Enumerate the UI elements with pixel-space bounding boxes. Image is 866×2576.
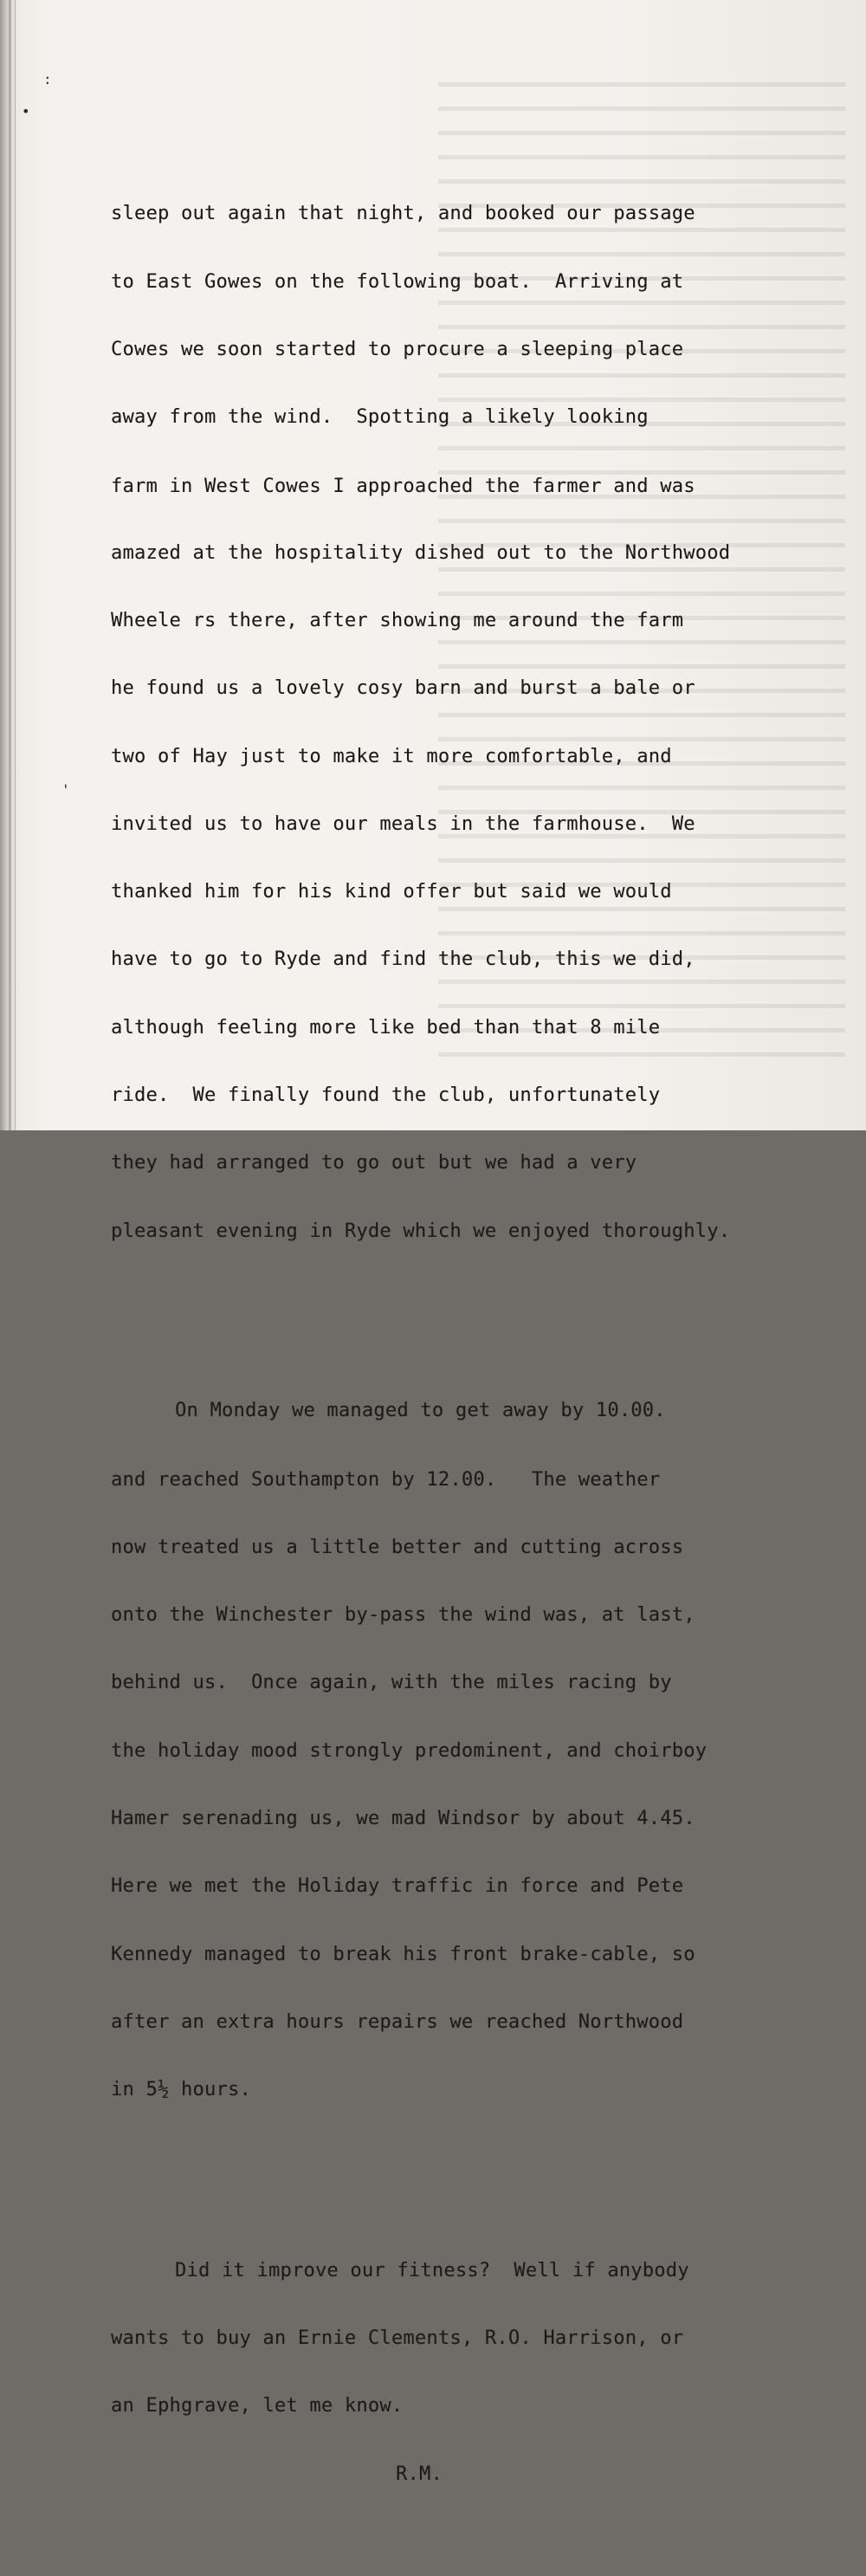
- page-stack-edge: [9, 0, 11, 1130]
- text-line: ride. We finally found the club, unfortunately: [111, 1084, 661, 1107]
- text-line: farm in West Cowes I approached the farmer and was: [111, 475, 695, 497]
- text-line: have to go to Ryde and find the club, this we did,: [111, 948, 695, 971]
- text-line: Hamer serenading us, we mad Windsor by about 4.45.: [111, 1808, 695, 1830]
- text-line: away from the wind. Spotting a likely looking: [111, 406, 649, 429]
- margin-colon-mark: :: [43, 71, 52, 87]
- text-line: sleep out again that night, and booked our passage: [111, 203, 695, 225]
- text-line: Wheele rs there, after showing me around the farm: [111, 610, 684, 632]
- text-line: Did it improve our fitness? Well if anybody: [175, 2259, 689, 2282]
- text-line: now treated us a little better and cutting across: [111, 1536, 684, 1558]
- text-line: thanked him for his kind offer but said we would: [111, 881, 672, 903]
- margin-tick-mark: ': [61, 781, 70, 798]
- text-line: in 5½ hours.: [111, 2079, 251, 2101]
- text-line: two of Hay just to make it more comfortable, and: [111, 745, 672, 767]
- text-line: invited us to have our meals in the farmhouse. We: [111, 812, 695, 835]
- margin-dot-mark: •: [22, 103, 30, 120]
- text-line: pleasant evening in Ryde which we enjoyed thoroughly.: [111, 1220, 731, 1242]
- text-line: amazed at the hospitality dished out to the Northwood: [111, 541, 731, 564]
- text-line: after an extra hours repairs we reached Northwood: [111, 2010, 684, 2033]
- text-line: On Monday we managed to get away by 10.00.: [175, 1400, 666, 1422]
- text-line: Here we met the Holiday traffic in force and Pete: [111, 1875, 684, 1898]
- typed-letter-body: [111, 113, 856, 2576]
- text-line: behind us. Once again, with the miles racing by: [111, 1672, 672, 1694]
- binding-edge: [0, 0, 16, 1130]
- text-line: they had arranged to go out but we had a very: [111, 1152, 637, 1175]
- text-line: Cowes we soon started to procure a sleeping place: [111, 338, 684, 360]
- signature-initials: R.M.: [396, 2463, 443, 2485]
- text-line: although feeling more like bed than that 8 mile: [111, 1016, 661, 1039]
- text-line: an Ephgrave, let me know.: [111, 2395, 404, 2417]
- text-line: to East Gowes on the following boat. Arriving at: [111, 270, 684, 293]
- paragraph-monday-ride: [111, 1356, 856, 2146]
- text-line: onto the Winchester by-pass the wind was, at last,: [111, 1604, 695, 1627]
- paragraph-fitness: [111, 2215, 856, 2531]
- paragraph-isle-of-wight: [111, 158, 856, 1288]
- text-line: the holiday mood strongly predominent, and choirboy: [111, 1739, 708, 1762]
- text-line: and reached Southampton by 12.00. The weather: [111, 1468, 661, 1491]
- text-line: wants to buy an Ernie Clements, R.O. Harrison, or: [111, 2327, 684, 2350]
- text-line: Kennedy managed to break his front brake-cable, so: [111, 1943, 695, 1965]
- text-line: he found us a lovely cosy barn and burst a bale or: [111, 677, 695, 700]
